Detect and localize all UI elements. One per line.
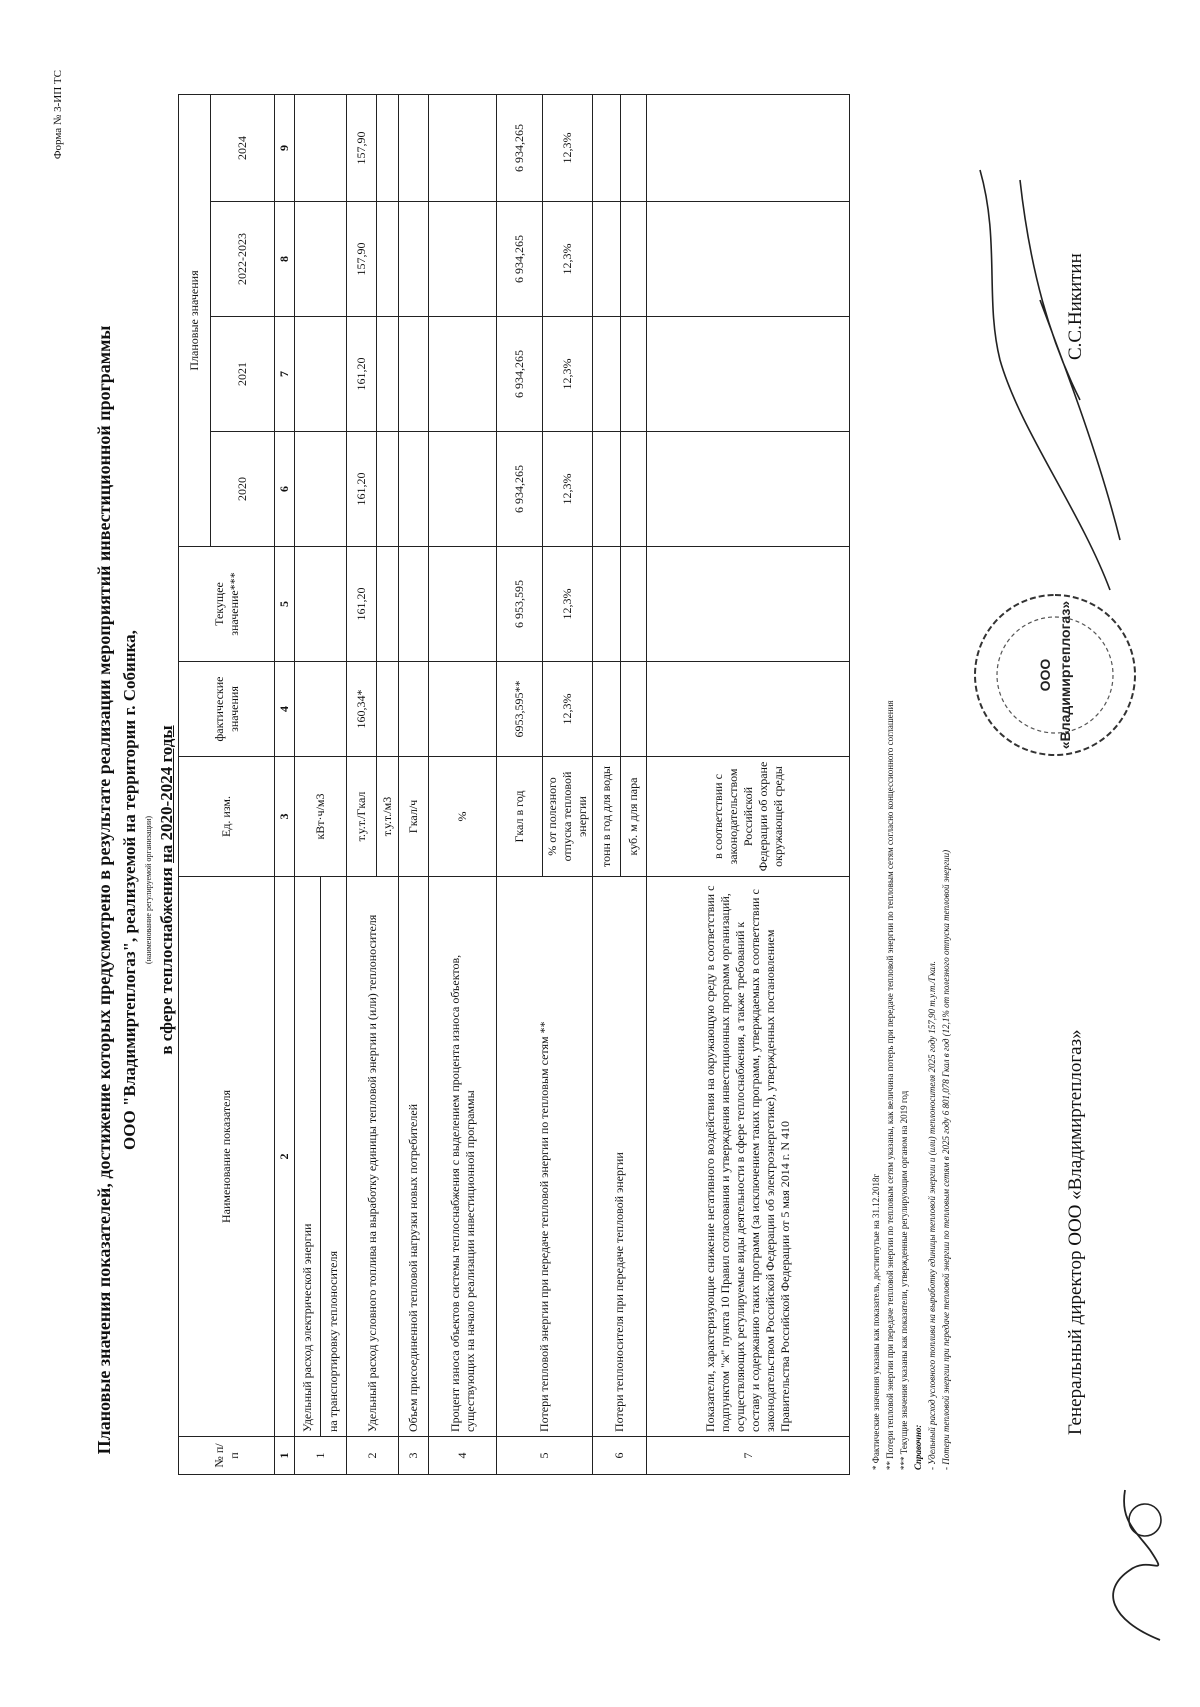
row-num: 5 [497, 1437, 593, 1475]
row-2021 [295, 317, 347, 432]
signature-name: С.С.Никитин [1065, 253, 1086, 360]
row-2021: 12,3% [543, 317, 593, 432]
row-2020 [295, 432, 347, 547]
row-name: Процент износа объектов системы теплоснабжения с выделением процента износа объектов, существующих на начало реализации инвестиционной программы [429, 877, 497, 1437]
row-num: 6 [593, 1437, 647, 1475]
header-current: Текущее значение*** [179, 547, 275, 662]
row-2024: 157,90 [347, 94, 377, 201]
title-note: (наименование регулируемой организации) [144, 815, 153, 965]
header-2024: 2024 [211, 94, 275, 201]
row-current: 6 953,595 [497, 547, 543, 662]
row-name: Потери теплоносителя при передаче тепловой энергии [593, 877, 647, 1437]
header-unit: Ед. изм. [179, 757, 275, 877]
row-current: 161,20 [347, 547, 377, 662]
row-current: 12,3% [543, 547, 593, 662]
header-actual: фактические значения [179, 662, 275, 757]
row-2022-2023 [295, 202, 347, 317]
row-2022-2023: 6 934,265 [497, 202, 543, 317]
row-2020: 12,3% [543, 432, 593, 547]
row-num: 3 [399, 1437, 429, 1475]
company-stamp [970, 590, 1140, 760]
row-unit: т.у.т./м3 [377, 757, 399, 877]
row-unit: Гкал в год [497, 757, 543, 877]
row-name: Удельный расход электрической энергии [295, 877, 321, 1437]
header-2022-2023: 2022-2023 [211, 202, 275, 317]
footnotes [870, 90, 954, 1470]
table-row [399, 94, 429, 1474]
title-line-2: ООО "Владимиртеплогаз", реализуемой на территории г. Собинка, [120, 630, 139, 1150]
header-row-1 [179, 94, 211, 1474]
row-current [295, 547, 347, 662]
row-2024 [295, 94, 347, 201]
row-unit: Гкал/ч [399, 757, 429, 877]
signature-title: Генеральный директор ООО «Владимиртеплогаз» [1065, 1029, 1086, 1435]
row-unit: куб. м для пара [621, 757, 647, 877]
row-unit: % от полезного отпуска тепловой энергии [543, 757, 593, 877]
row-actual [295, 662, 347, 757]
header-num: № п/п [179, 1437, 275, 1475]
footnote-1: * Фактические значения указаны как показатель, достигнутые на 31.12.2018г [871, 1173, 881, 1470]
stamp-company: «Владимиртеплогаз» [1057, 600, 1073, 750]
column-number: 9 [275, 94, 295, 201]
row-name: Показатели, характеризующие снижение негативного воздействия на окружающую среду в соответствии с подпунктом "ж" пункта 10 Правил согласования и утверждения инвестиционных программ организаций, осуществляющих регулируемые виды деятельности в сфере теплоснабжения, а также требований к составу и содержанию таких программ (за исключением таких программ, утверждаемых в соответствии с законодательством Российской Федерации об электроэнергетике), утвержденных постановлением Правительства Российской Федерации от 5 мая 2014 г. N 410 [647, 877, 850, 1437]
header-2020: 2020 [211, 432, 275, 547]
reference-2: - Потери тепловой энергии при передаче тепловой энергии по тепловым сетям в 2025 году 6 801,078 Гкал в год (12,1% от полезного отпуска тепловой энергии) [940, 849, 951, 1470]
header-planned: Плановые значения [179, 94, 211, 546]
row-2020: 6 934,265 [497, 432, 543, 547]
column-number: 8 [275, 202, 295, 317]
footnote-2: ** Потери тепловой энергии при передаче тепловой энергии по тепловым сетям указаны, как величина потерь при передаче тепловой энергии по тепловым сетям согласно концессионного соглашения [884, 700, 895, 1470]
stamp-ooo: ООО [1037, 658, 1053, 692]
table-row [429, 94, 497, 1474]
row-2024: 6 934,265 [497, 94, 543, 201]
reference-title: Справочно: [912, 1424, 923, 1470]
row-name: Объем присоединенной тепловой нагрузки новых потребителей [399, 877, 429, 1437]
table-row [497, 94, 543, 1474]
column-number: 2 [275, 877, 295, 1437]
reference-1: - Удельный расход условного топлива на выработку единицы тепловой энергии и (или) теплоносителя 2025 году 157,90 т.у.т./Гкал. [926, 961, 937, 1470]
row-2020: 161,20 [347, 432, 377, 547]
column-number: 3 [275, 757, 295, 877]
row-actual: 160,34* [347, 662, 377, 757]
row-2021: 6 934,265 [497, 317, 543, 432]
table-row [347, 94, 377, 1474]
row-unit: в соответствии с законодательством Российской Федерации об охране окружающей среды [647, 757, 850, 877]
row-unit: т.у.т./Гкал [347, 757, 377, 877]
row-unit: кВт·ч/м3 [295, 757, 347, 877]
row-2021: 161,20 [347, 317, 377, 432]
row-2022-2023: 157,90 [347, 202, 377, 317]
row-unit: % [429, 757, 497, 877]
column-number: 5 [275, 547, 295, 662]
row-name: Удельный расход условного топлива на выработку единицы тепловой энергии и (или) теплоносителя [347, 877, 399, 1437]
column-number: 1 [275, 1437, 295, 1475]
row-actual: 6953,595** [497, 662, 543, 757]
footnote-3: *** Текущие значения указаны как показатели, утвержденные регулирующим органом на 2019 год [898, 1090, 909, 1470]
row-name: Потери тепловой энергии при передаче тепловой энергии по тепловым сетям ** [497, 877, 593, 1437]
column-numbers-row [275, 94, 295, 1474]
column-number: 6 [275, 432, 295, 547]
title-period: на 2020-2024 годы [157, 725, 176, 863]
row-name: на транспортировку теплоносителя [321, 877, 347, 1437]
row-num: 1 [295, 1437, 347, 1475]
rotated-document-sheet [30, 60, 1170, 1660]
table-row [647, 94, 850, 1474]
title-line-3 [157, 240, 177, 1540]
title-line-1: Плановые значения показателей, достижение которых предусмотрено в результате реализации мероприятий инвестиционной программы [94, 325, 114, 1455]
row-actual: 12,3% [543, 662, 593, 757]
title-line-3-prefix: в сфере теплоснабжения [157, 867, 176, 1055]
director-signature [960, 160, 1140, 600]
indicators-table [178, 94, 850, 1475]
row-num: 7 [647, 1437, 850, 1475]
row-num: 4 [429, 1437, 497, 1475]
row-num: 2 [347, 1437, 399, 1475]
column-number: 4 [275, 662, 295, 757]
table-row [295, 94, 321, 1474]
header-2021: 2021 [211, 317, 275, 432]
column-number: 7 [275, 317, 295, 432]
form-label: Форма № 3-ИП ТС [52, 70, 64, 160]
table-row [593, 94, 621, 1474]
initial-signature [1090, 1480, 1180, 1650]
row-2022-2023: 12,3% [543, 202, 593, 317]
header-name: Наименование показателя [179, 877, 275, 1437]
row-2024: 12,3% [543, 94, 593, 201]
row-unit: тонн в год для воды [593, 757, 621, 877]
